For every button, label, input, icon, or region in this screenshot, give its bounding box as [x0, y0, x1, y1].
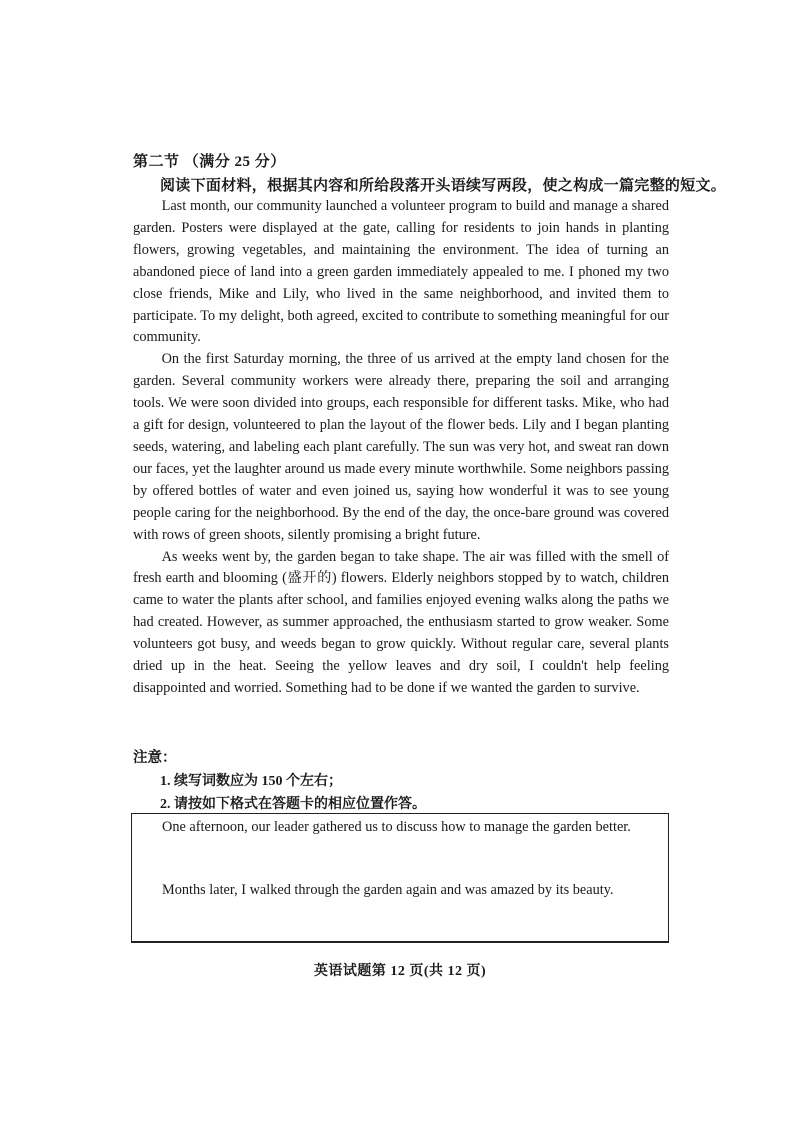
passage-paragraph-1: Last month, our community launched a volunteer program to build and manage a shared garden. Posters were displayed at the gate, calling for residents to join hands in planting flowers, growing vegetables, and maintaining the environment. The idea of turning an abandoned piece of land into a green garden immediately appealed to me. I phoned my two close friends, Mike and Lily, who lived in the same neighborhood, and invited them to participate. To my delight, both agreed, excited to contribute to something meaningful for our community. [133, 198, 669, 346]
answer-box [131, 813, 669, 943]
passage-paragraph-3: As weeks went by, the garden began to take shape. The air was filled with the smell of fresh earth and blooming (盛开的) flowers. Elderly neighbors stopped by to watch, children came to water the plants after school, and families enjoyed evening walks along the paths we had created. However, as summer approached, the enthusiasm started to grow weaker. Some volunteers got busy, and weeds began to grow quickly. Without regular care, several plants dried up in the heat. Seeing the yellow leaves and dry soil, I couldn't help feeling disappointed and worried. Something had to be done if we wanted the garden to survive. [133, 548, 669, 696]
paragraph-starter-1: One afternoon, our leader gathered us to discuss how to manage the garden better. [162, 819, 631, 835]
note-item-word-count: 1. 续写词数应为 150 个左右； [160, 774, 342, 789]
paragraph-starter-2: Months later, I walked through the garden again and was amazed by its beauty. [162, 882, 614, 898]
section-title: 第二节 （满分 25 分） [133, 154, 286, 170]
page-footer: 英语试题第 12 页(共 12 页) [313, 964, 487, 979]
note-item-format: 2. 请按如下格式在答题卡的相应位置作答。 [160, 797, 426, 812]
notes-heading: 注意： [133, 750, 177, 766]
reading-passage [133, 196, 669, 700]
passage-paragraph-2: On the first Saturday morning, the three of us arrived at the empty land chosen for the garden. Several community workers were already there, preparing the soil and arranging tools. We were soon divided into groups, each responsible for different tasks. Mike, who had a gift for design, volunteered to plan the layout of the flower beds. Lily and I began planting seeds, watering, and labeling each plant carefully. The sun was very hot, and sweat ran down our faces, yet the laughter around us made every minute worthwhile. Some neighbors passing by offered bottles of water and even joined us, saying how wonderful it was to see young people caring for the neighborhood. By the end of the day, the once-bare ground was covered with rows of green shoots, silently promising a bright future. [133, 351, 669, 543]
section-instruction: 阅读下面材料，根据其内容和所给段落开头语续写两段，使之构成一篇完整的短文。 [160, 178, 727, 194]
